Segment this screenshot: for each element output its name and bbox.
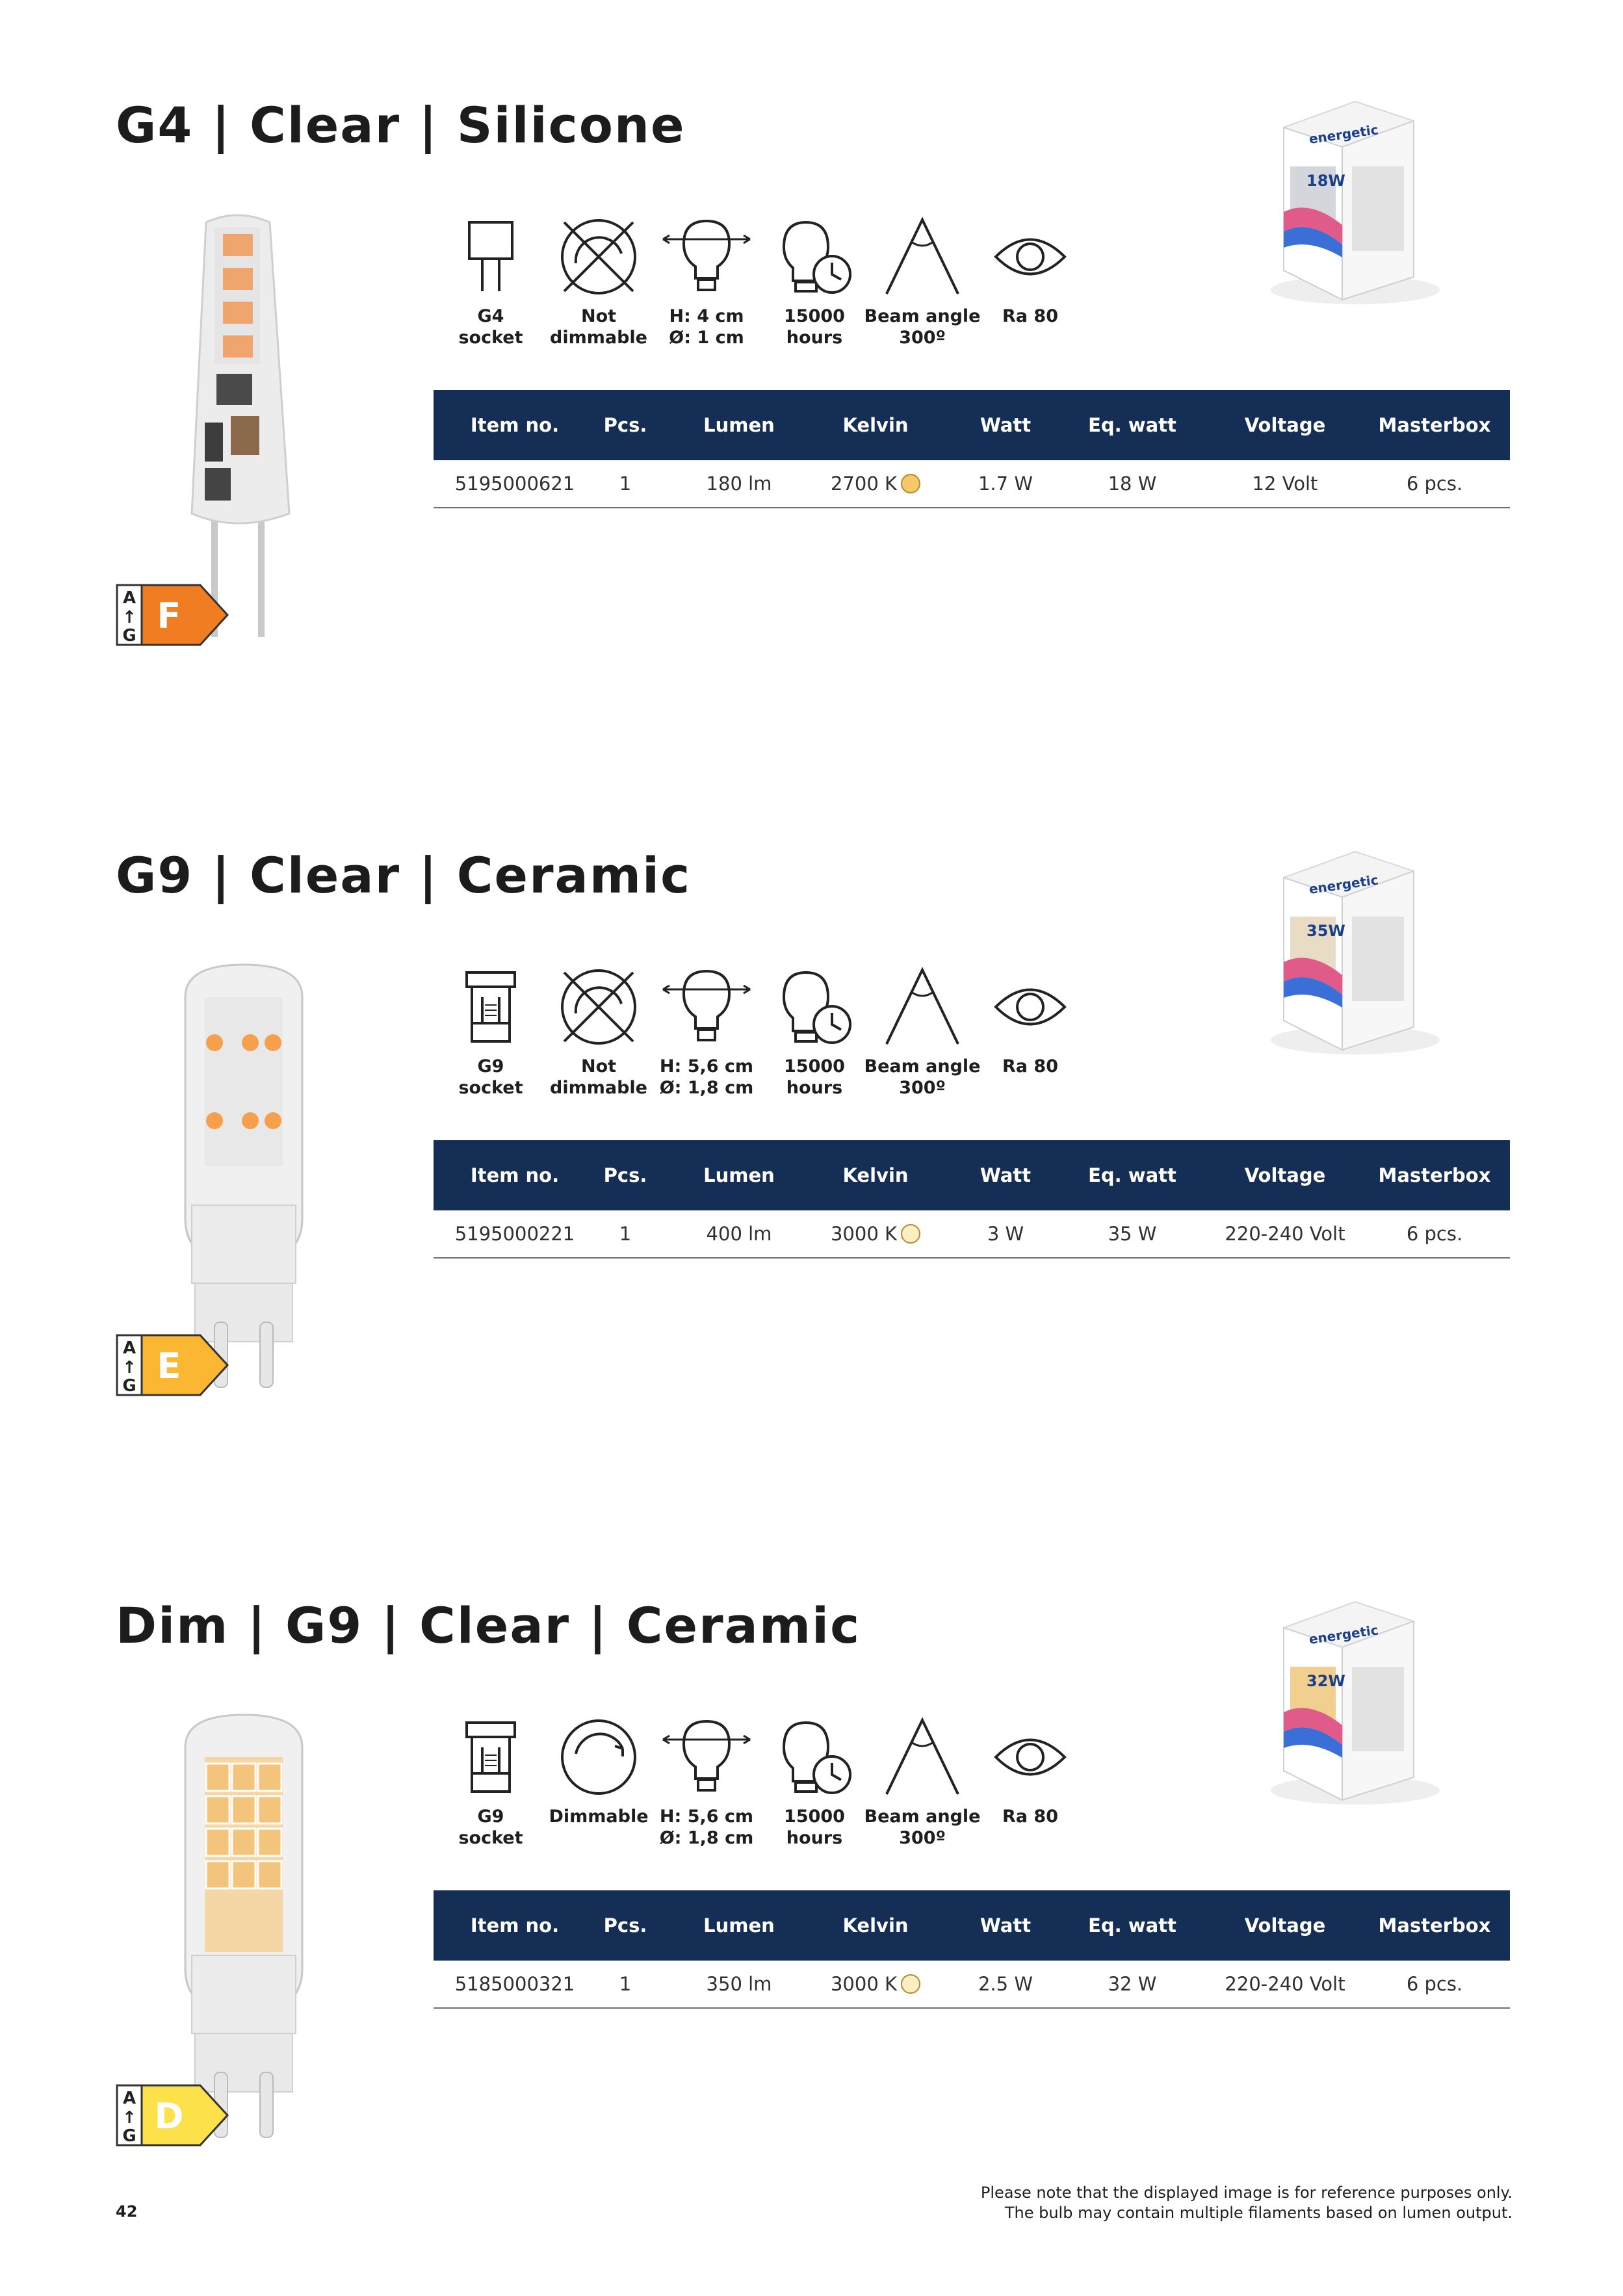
cell-kelvin: 3000 K (804, 1210, 947, 1257)
not-dimmable-icon (550, 208, 647, 306)
cell-watt: 3 W (987, 1223, 1024, 1245)
package-watt: 18W (1306, 172, 1345, 190)
icon-label: H: 4 cm Ø: 1 cm (669, 306, 744, 348)
svg-text:↑: ↑ (122, 1358, 136, 1377)
cell-voltage: 220-240 Volt (1225, 1973, 1345, 1995)
package-brand: energetic (1308, 122, 1380, 147)
eye-icon (981, 958, 1079, 1056)
icon-label: G9 socket (458, 1807, 523, 1848)
icon-label: Not dimmable (550, 1056, 647, 1098)
cell-item-no: 5185000321 (454, 1973, 575, 1995)
svg-text:↑: ↑ (122, 2108, 136, 2128)
bulb-dimensions-icon (658, 208, 755, 306)
icon-label: Not dimmable (550, 306, 647, 348)
spec-table-header (434, 1890, 1510, 1961)
kelvin-color-dot (901, 1224, 920, 1244)
cell-watt: 2.5 W (978, 1973, 1033, 1995)
col-eq-watt: Eq. watt (1088, 1164, 1176, 1186)
table-row (434, 1961, 1510, 2009)
bulb-dimensions-icon (658, 1708, 755, 1806)
product-section (0, 1500, 1623, 2215)
disclaimer-line-2: The bulb may contain multiple filaments based on lumen output. (1004, 2204, 1513, 2222)
cell-voltage: 220-240 Volt (1225, 1223, 1345, 1245)
spec-table-header (434, 390, 1510, 460)
dimmable-icon (550, 1708, 647, 1806)
icon-label: Dimmable (549, 1807, 649, 1827)
cell-pcs: 1 (619, 1973, 632, 1995)
energy-scale-top: A (122, 1338, 136, 1358)
energy-class: D (154, 2096, 184, 2137)
product-section (0, 0, 1623, 715)
energy-scale-bottom: G (122, 626, 136, 646)
icon-label: Beam angle 300º (864, 306, 981, 348)
energy-scale-top: A (122, 2089, 136, 2108)
page-number: 42 (116, 2202, 138, 2221)
col-eq-watt: Eq. watt (1088, 414, 1176, 436)
lifetime-clock-icon (766, 958, 863, 1056)
eye-icon (981, 1708, 1079, 1806)
cell-item-no: 5195000621 (454, 473, 575, 495)
energy-scale-top: A (122, 588, 136, 608)
package-brand: energetic (1308, 1622, 1380, 1647)
cell-eq-watt: 32 W (1108, 1973, 1157, 1995)
lifetime-clock-icon (766, 1708, 863, 1806)
col-masterbox: Masterbox (1378, 1164, 1491, 1186)
col-watt: Watt (980, 1914, 1032, 1937)
icon-label: Beam angle 300º (864, 1056, 981, 1098)
cell-kelvin: 2700 K (804, 460, 947, 507)
svg-text:↑: ↑ (122, 608, 136, 627)
icon-label: 15000 hours (784, 1056, 845, 1098)
col-voltage: Voltage (1244, 414, 1326, 436)
g4-socket-icon (442, 208, 539, 306)
cell-eq-watt: 18 W (1108, 473, 1157, 495)
package-brand: energetic (1308, 872, 1380, 897)
cell-watt: 1.7 W (978, 473, 1033, 495)
table-row (434, 1210, 1510, 1259)
icon-label: G4 socket (458, 306, 523, 348)
col-kelvin: Kelvin (842, 1914, 909, 1937)
lifetime-clock-icon (766, 208, 863, 306)
energy-class: E (157, 1346, 181, 1387)
col-item-no: Item no. (470, 414, 560, 436)
icon-label: Ra 80 (1002, 1056, 1058, 1076)
col-item-no: Item no. (470, 1914, 560, 1937)
energy-label (116, 584, 229, 646)
col-kelvin: Kelvin (842, 414, 909, 436)
kelvin-color-dot (901, 1974, 920, 1994)
package-image (1245, 1576, 1440, 1810)
cell-masterbox: 6 pcs. (1406, 473, 1463, 495)
eye-icon (981, 208, 1079, 306)
icon-label: Ra 80 (1002, 1807, 1058, 1827)
energy-label (116, 1334, 229, 1396)
cell-voltage: 12 Volt (1252, 473, 1318, 495)
icon-label: Ra 80 (1002, 306, 1058, 326)
cell-lumen: 180 lm (706, 473, 772, 495)
col-item-no: Item no. (470, 1164, 560, 1186)
col-masterbox: Masterbox (1378, 1914, 1491, 1937)
g9-socket-icon (442, 958, 539, 1056)
cell-masterbox: 6 pcs. (1406, 1223, 1463, 1245)
col-masterbox: Masterbox (1378, 414, 1491, 436)
icon-label: Beam angle 300º (864, 1807, 981, 1848)
cell-masterbox: 6 pcs. (1406, 1973, 1463, 1995)
cell-pcs: 1 (619, 1223, 632, 1245)
icon-label: 15000 hours (784, 306, 845, 348)
col-pcs: Pcs. (603, 414, 647, 436)
spec-table-header (434, 1140, 1510, 1210)
cell-pcs: 1 (619, 473, 632, 495)
energy-label (116, 2084, 229, 2146)
package-image (1245, 75, 1440, 309)
cell-item-no: 5195000221 (454, 1223, 575, 1245)
col-voltage: Voltage (1244, 1914, 1326, 1937)
col-watt: Watt (980, 1164, 1032, 1186)
energy-scale-bottom: G (122, 2126, 136, 2146)
icon-label: G9 socket (458, 1056, 523, 1098)
product-section (0, 750, 1623, 1465)
icon-label: H: 5,6 cm Ø: 1,8 cm (659, 1807, 754, 1848)
cell-eq-watt: 35 W (1108, 1223, 1157, 1245)
beam-angle-icon (874, 1708, 971, 1806)
bulb-dimensions-icon (658, 958, 755, 1056)
cell-kelvin: 3000 K (804, 1961, 947, 2007)
icon-label: 15000 hours (784, 1807, 845, 1848)
product-title: G9 | Clear | Ceramic (116, 846, 692, 904)
col-eq-watt: Eq. watt (1088, 1914, 1176, 1937)
not-dimmable-icon (550, 958, 647, 1056)
package-watt: 32W (1306, 1672, 1345, 1690)
g9-socket-icon (442, 1708, 539, 1806)
disclaimer-line-1: Please note that the displayed image is for reference purposes only. (980, 2184, 1513, 2202)
col-voltage: Voltage (1244, 1164, 1326, 1186)
energy-scale-bottom: G (122, 1376, 136, 1396)
kelvin-color-dot (901, 474, 920, 493)
col-lumen: Lumen (703, 1164, 775, 1186)
reference-disclaimer (981, 2183, 1513, 2223)
package-watt: 35W (1306, 922, 1345, 940)
cell-lumen: 400 lm (706, 1223, 772, 1245)
col-watt: Watt (980, 414, 1032, 436)
table-row (434, 460, 1510, 508)
product-title: Dim | G9 | Clear | Ceramic (116, 1597, 861, 1654)
beam-angle-icon (874, 958, 971, 1056)
col-pcs: Pcs. (603, 1164, 647, 1186)
col-kelvin: Kelvin (842, 1164, 909, 1186)
col-pcs: Pcs. (603, 1914, 647, 1937)
product-title: G4 | Clear | Silicone (116, 96, 686, 154)
col-lumen: Lumen (703, 414, 775, 436)
package-image (1245, 826, 1440, 1060)
icon-label: H: 5,6 cm Ø: 1,8 cm (659, 1056, 754, 1098)
cell-lumen: 350 lm (706, 1973, 772, 1995)
col-lumen: Lumen (703, 1914, 775, 1937)
beam-angle-icon (874, 208, 971, 306)
energy-class: F (157, 595, 181, 636)
